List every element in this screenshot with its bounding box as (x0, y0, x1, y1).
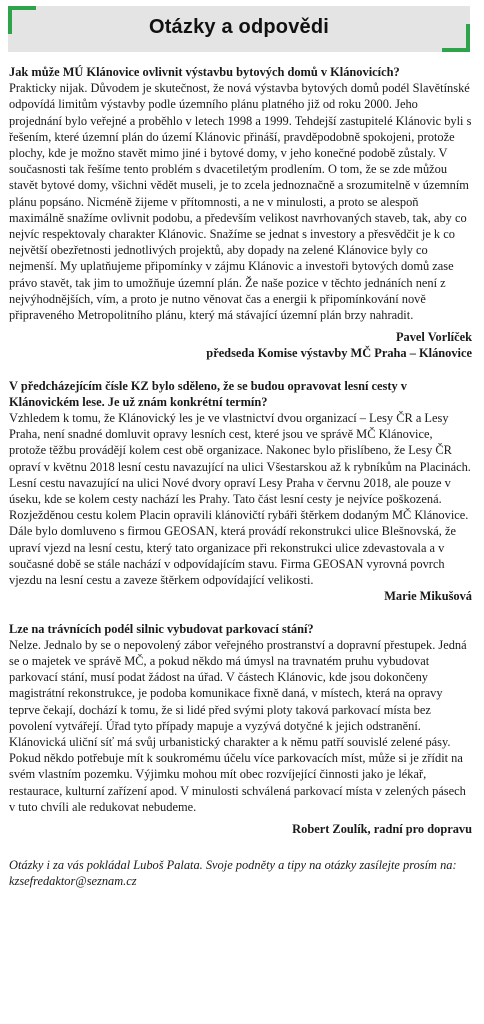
answer-text: Nelze. Jednalo by se o nepovolený zábor veřejného prostranství a dopravní přestupek. Jedná se o majetek ve správě MČ, a pokud někdo má úmysl na travnatém pruhu vybudovat parkovací stání, musí podat žádost na úřad. V částech Klánovic, kde jsou dokončeny magistrátní rekonstrukce, je podoba komunikace fixně daná, v místech, která na opravy teprve čekají, dochází k tomu, že si lidé před svými ploty taková parkovací místa bez povolení vytvářejí. Úřad tyto případy mapuje a vyzývá dotyčné k jejich odstranění. Klánovická uliční síť má svůj urbanistický charakter a k němu patří souvislé zelené pásy. Pokud někdo potřebuje mít k soukromému účelu více parkovacích míst, může si je zřídit na svém vlastním pozemku. Výjimku mohou mít obec rozvíjející činnosti jako je lékař, restaurace, kulturní zařízení apod. V minulosti schválená parkovací místa v zelených pásech v tuto chvíli ale redukovat nebudeme. (9, 637, 467, 814)
footer-text: Otázky i za vás pokládal Luboš Palata. Svoje podněty a tipy na otázky zasílejte prosím na: (9, 858, 457, 873)
signature-name: Pavel Vorlíček (395, 330, 472, 345)
footer-email-link[interactable]: kzsefredaktor@seznam.cz (9, 874, 137, 889)
answer-text: Vzhledem k tomu, že Klánovický les je ve vlastnictví dvou organizací – Lesy ČR a Lesy Praha, není snadné domluvit opravy lesních cest, které jsou ve správě MČ Klánovice, protože těžbu provádějí kolem cest obě organizace. Nakonec bylo přislíbeno, že Lesy ČR opraví v květnu 2018 lesní cestu navazující na ulici Všestarskou až k rybníkům na Placinách. Lesní cestu navazující na ulici Nové dvory opraví Lesy Praha v červnu 2018, ale pouze v úseku, kde se kolem cesty nachází les Prahy. Tato část lesní cesty je nejvíce poškozená. Rozježděnou cestu kolem Placin opravili klánovičtí rybáři štěrkem dodaným MČ Klánovice. Dále bylo domluveno s firmou GEOSAN, která provádí rekonstrukci ulice Blešnovská, že upraví vjezd na lesní cestu, který tato organizace při rekonstrukci ulice zdevastovala a v současné době se stále nachází v odpovídajícím stavu. Firma GEOSAN vyrovná povrch vjezdu na lesní cestu a zaveze štěrkem odpovídající velikosti. (9, 411, 471, 588)
signature-name: Robert Zoulík, radní pro dopravu (292, 821, 472, 836)
question-text: Jak může MÚ Klánovice ovlivnit výstavbu bytových domů v Klánovicích? (9, 65, 400, 79)
answer-text: Prakticky nijak. Důvodem je skutečnost, že nová výstavba bytových domů podél Slavětínské odpovídá limitům výstavby podle územního plánu platného již od roku 2000. Jeho projednání bylo veřejné a proběhlo v letech 1998 a 1999. Tehdejší zastupitelé Klánovic byli s řešením, které územní plán do území Klánovic přináší, pravděpodobně spokojeni, protože plochy, kde je možno stavět mimo jiné i bytové domy, v jeho konečné podobě zůstaly. V současnosti tak řešíme tento problém s dvacetiletým prodlením. O tom, že se zde můžou stavět bytové domy, všichni vědět museli, je to zcela jednoznačně a srozumitelně v územním plánu popsáno. Nicméně žijeme v přítomnosti, a ne v minulosti, a proto se alespoň maximálně snažíme ovlivnit podobu, a především velikost navrhovaných staveb, tak, aby co nejvíc respektovaly charakter Klánovic. Snažíme se jednat s investory a přesvědčit je k co největší obezřetnosti jednotlivých projektů, aby dopady na zelené Klánovice byly co nejmenší. My uplatňujeme připomínky v zájmu Klánovic a investoři bytových domů zase právo stavět, tak jim to umožňuje územní plán. Že naše pozice v těchto jednáních není z nejvýhodnějších, vím, a proto je nutno věnovat čas a energii k připomínkování nově připraveného Metropolitního plánu, který má stávající územní plán brzy nahradit. (9, 81, 472, 323)
question-text: V předcházejícím čísle KZ bylo sděleno, že se budou opravovat lesní cesty v Klánovickém lese. Je už znám konkrétní termín? (9, 378, 407, 409)
signature-role: předseda Komise výstavby MČ Praha – Klánovice (206, 346, 472, 361)
qa-section-3 (9, 621, 472, 838)
question-text: Lze na trávnících podél silnic vybudovat parkovací stání? (9, 621, 314, 636)
header-box (8, 6, 470, 52)
qa-section-2 (9, 378, 472, 605)
qa-section-1 (9, 64, 472, 362)
article-body (9, 64, 472, 889)
page-title: Otázky a odpovědi (148, 16, 330, 38)
signature-name: Marie Mikušová (384, 589, 472, 604)
footer-note (9, 857, 472, 889)
